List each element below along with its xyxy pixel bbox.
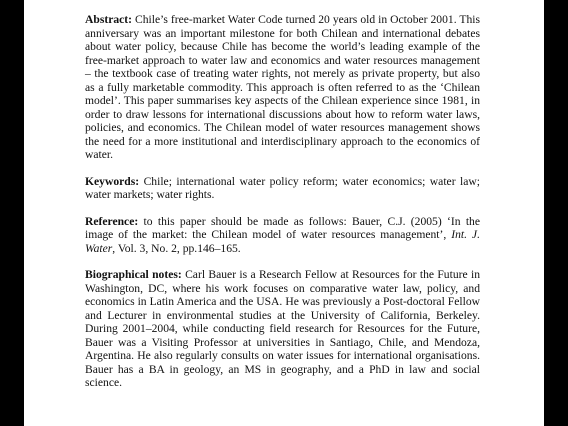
- biographical-notes-heading: Biographical notes:: [85, 268, 182, 281]
- reference-paragraph: [85, 215, 480, 256]
- abstract-heading: Abstract:: [85, 13, 133, 26]
- keywords-paragraph: [85, 175, 480, 202]
- reference-journal: Int. J. Water: [85, 228, 480, 255]
- document-page: [24, 0, 544, 426]
- abstract-paragraph: [85, 13, 480, 162]
- reference-citation-details: , Vol. 3, No. 2, pp.146–165.: [112, 241, 241, 255]
- abstract-text: Chile’s free-market Water Code turned 20 years old in October 2001. This anniversary was an important milestone for both Chilean and international debates about water policy, because Chile has become the world’s leading example of the free-market approach to water law and economics and water resources management – the textbook case of treating water rights, not merely as private property, but also as a fully marketable commodity. This approach is often referred to as the ‘Chilean model’. This paper summarises key aspects of the Chilean experience since 1981, in order to draw lessons for international discussions about how to reform water laws, policies, and economics. The Chilean model of water resources management shows the need for a more institutional and interdisciplinary approach to the economics of water.: [85, 13, 481, 161]
- reference-text: to this paper should be made as follows: Bauer, C.J. (2005) ‘In the image of the market: the Chilean model of water resources management’,: [85, 214, 480, 241]
- reference-heading: Reference:: [85, 214, 139, 228]
- biographical-notes-paragraph: [85, 268, 480, 390]
- keywords-text: Chile; international water policy reform; water economics; water law; water markets; water rights.: [85, 174, 480, 201]
- paper-front-matter: [85, 13, 480, 403]
- biographical-notes-text: Carl Bauer is a Research Fellow at Resources for the Future in Washington, DC, where his work focuses on comparative water law, policy, and economics in Latin America and the USA. He was previously a Post-doctoral Fellow and Lecturer in environmental studies at the University of California, Berkeley. During 2001–2004, while conducting field research for Resources for the Future, Bauer was a Visiting Professor at universities in Santiago, Chile, and Mendoza, Argentina. He also regularly consults on water issues for international organisations. Bauer has a BA in geology, an MS in geography, and a PhD in law and social science.: [85, 268, 480, 389]
- keywords-heading: Keywords:: [85, 174, 140, 188]
